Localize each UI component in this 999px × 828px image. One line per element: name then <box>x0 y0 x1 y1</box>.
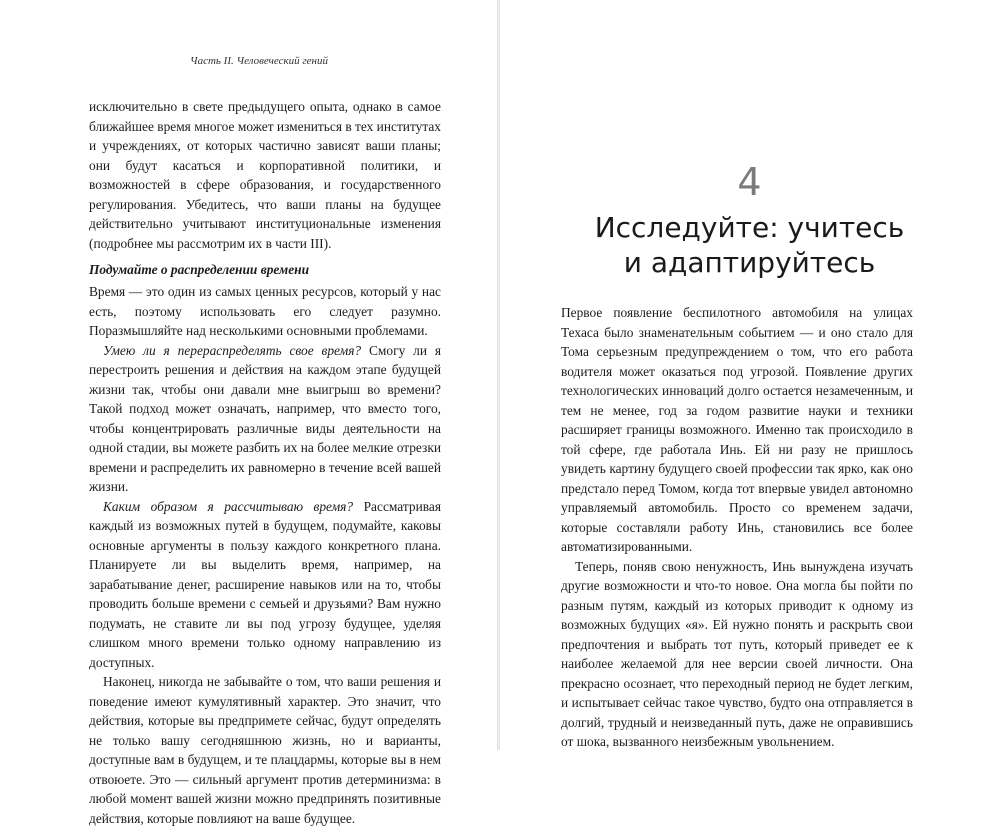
chapter-title-line-1: Исследуйте: учитесь <box>594 211 905 244</box>
chapter-number: 4 <box>737 160 762 204</box>
chapter-title <box>500 210 999 280</box>
question-paragraph-1 <box>89 341 441 497</box>
chapter-paragraph-1: Первое появление беспилотного автомобиля на улицах Техаса было знаменательным событием — и оно стало для Тома серьезным предупреждением о том, что его работа водителя может оказаться под угрозой. Появление других технологических инноваций долго остается незамеченным, и тем не менее, год за годом развитие науки и техники расширяет границы возможного. Именно так происходило в той сфере, где работала Инь. Ей ни разу не пришлось увидеть картину будущего своей профессии так ярко, как оно предстало перед Томом, когда тот впервые увидел автономно управляемый автомобиль. Просто со временем задачи, которые составляли работу Инь, становились все более автоматизированными. <box>561 305 913 554</box>
section-paragraph: Время — это один из самых ценных ресурсов, который у нас есть, поэтому использовать его следует разумно. Поразмышляйте над несколькими основными проблемами. <box>89 284 441 338</box>
question-1-text: Смогу ли я перестроить решения и действия на каждом этапе будущей жизни так, чтобы они давали мне выигрыш во времени? Такой подход может означать, например, что вместо того, чтобы концентрировать различные виды деятельности на одной стадии, вы можете разбить их на более мелкие отрезки времени и распределить их равномерно в течение всей вашей жизни. <box>89 342 441 494</box>
question-2-text: Рассматривая каждый из возможных путей в будущем, подумайте, каковы основные аргументы в пользу каждого конкретного плана. Планируете ли вы выделить время, например, на зарабатывание денег, расширение навыков или на то, чтобы проводить больше времени с семьей и друзьями? Вам нужно подумать, не ставите ли вы под угрозу будущее, уделяя слишком много времени только одному направлению из доступных. <box>89 498 441 670</box>
chapter-title-line-2: и адаптируйтесь <box>623 246 876 279</box>
section-heading: Подумайте о распределении времени <box>89 262 310 277</box>
right-page <box>500 0 999 750</box>
question-2-lead: Каким образом я рассчитываю время? <box>103 498 354 514</box>
left-page <box>0 0 497 826</box>
right-page-text <box>561 303 913 752</box>
chapter-paragraph-2: Теперь, поняв свою ненужность, Инь вынуждена изучать другие возможности и что-то новое. Она могла бы пойти по разным путям, каждый из которых приводит к одному из возможных будущих «я». Ей нужно понять и раскрыть свои предпочтения и выбрать тот путь, который приведет ее к наиболее желаемой для нее версии своей личности. Она прекрасно осознает, что переходный период не будет легким, и испытывает сейчас такое чувство, будто она отправляется в долгий, трудный и неизведанный путь, даже не оправившись от шока, вызванного неизбежным увольнением. <box>561 558 913 749</box>
running-head: Часть II. Человеческий гений <box>190 55 329 67</box>
final-paragraph: Наконец, никогда не забывайте о том, что ваши решения и поведение имеют кумулятивный характер. Это значит, что действия, которые вы предпримете сейчас, будут определять не только вашу сегодняшнюю жизнь, но и варианты, доступные вам в будущем, и те плацдармы, которые вы в нем отвоюете. Это — сильный аргумент против детерминизма: в любой момент вашей жизни можно предпринять позитивные действия, которые повлияют на ваше будущее. <box>89 674 441 826</box>
left-page-text <box>89 97 441 828</box>
question-paragraph-2 <box>89 497 441 673</box>
intro-paragraph: исключительно в свете предыдущего опыта, однако в самое ближайшее время многое может измениться в тех институтах и учреждениях, от которых частично зависят ваши планы; они будут касаться и корпоративной политики, и возможностей в сфере образования, и государственного регулирования. Убедитесь, что ваши планы на будущее действительно учитывают институциональные изменения (подробнее мы рассмотрим их в части III). <box>89 99 441 251</box>
question-1-lead: Умею ли я перераспределять свое время? <box>103 342 362 358</box>
